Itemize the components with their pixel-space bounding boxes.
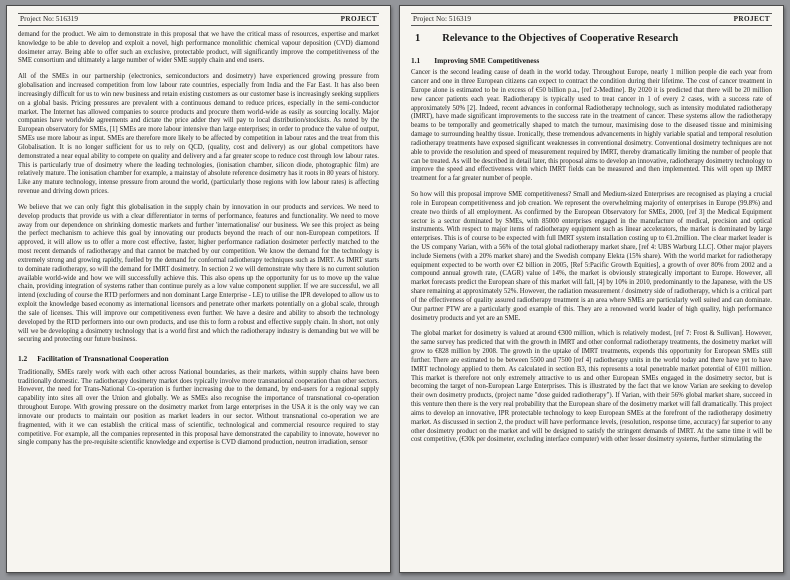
- chapter-heading-1: [415, 32, 772, 46]
- section-title: Facilitation of Transnational Cooperation: [37, 354, 169, 364]
- page-body: [18, 31, 379, 448]
- paragraph: So how will this proposal improve SME competitiveness? Small and Medium-sized Enterprises are recognised as playing a crucial role in European competitiveness and job creation. We represent the overwhelming majority of enterprises in Europe (99.8%) and create two thirds of all employment. As confirmed by the European Observatory for SMEs, 2000, [ref 3] the Medical Equipment sector is a sector dominated by SMEs, with 85000 enterprises engaged in the manufacture of medical, precision and optical instruments. With respect to major items of radiotherapy equipment such as linear accelerators, the market is dominated by large enterprises. This is of course to be expected with full IMRT system installation costing up to €1.2million. The clear market leader is the US company Varian, with a 56% of the total global radiotherapy market share, [ref 4: UBS Warburg LLC]. Other major players include Siemens (with a 20% market share) and the Swedish company Elekta (15% share). With the world market for radiotherapy equipment expected to be worth over €2 billion in 2005, [Ref 5:Pacific Growth Equities], a growth of over 80% from 2002 and a compound annual growth rate, (CAGR) value of 14%, the market is obviously strategically important to Europe. However, all market forecasts predict the European share of this market will fall, [4] by 10% in 2010, predominantly to the Japanese, with the US share remaining at approximately 52%. However, the radiation measurement / dosimetry side of radiotherapy, which is a critical part of the effectiveness of quality assured radiotherapy treatment is an area where SMEs are particularly well suited and can dominate. Our partner PTW are a particularly good example of this. They are a renowned world leader of high quality, high performance dosimetry products and yet are an SME.: [411, 191, 772, 322]
- project-number: Project No: 516319: [413, 15, 472, 23]
- paragraph: Traditionally, SMEs rarely work with each other across National boundaries, as their markets, within supply chains have been traditionally domestic. The radiotherapy dosimetry market does typically involve more transnational cooperation than other sectors. However, the need for Trans-National Co-operation is further increasing due to the demand, by end-users for a regional supply capability into sites all over the Union and globally. We as SMEs also recognise the importance of transnational co-operation throughout Europe. With growing pressure on the dosimetry market from large enterprises in the USA it is the only way we can innovate our products to maintain our position as market leaders in our sector. Without transnational co-operation we are fragmented, with it we can establish the critical mass of scientific, technological and commercial resource required to stay competitive. For example, all the companies represented in this proposal have demonstrated the capability to innovate, however no single company has the pre-requisite scientific knowledge and expertise is CVD diamond production, neutron irradiation, sensor: [18, 368, 379, 447]
- section-number: 1.2: [18, 354, 28, 364]
- section-heading-1-2: [18, 354, 379, 364]
- section-number: 1.1: [411, 55, 421, 65]
- paragraph: The global market for dosimetry is valued at around €300 million, which is relatively modest, [ref 7: Frost & Sullivan]. However, the same survey has predicted that with the growth in IMRT and other conformal radiotherapy treatments, the dosimetry market will grow to €828 million by 2008. The growth in the uptake of IMRT treatments, expends this opportunity for European SMEs still further. There are estimated to be between 5500 and 7500 [ref 4] radiotherapy units in the world today and there have yet to have IMRT technology applied to them. As calculated in section B3, this represents a total penetrable market potential of €101 million. This market is therefore not only extremely attractive to us and other European SMEs engaged in the dosimetry sector, but is becoming the target of non-European Large Enterprises. This is illustrated by the fact that we know Varian are seeking to develop their own dosimetry products, (project name "dose guided radiotherapy"). If Varian, with their 56% global market share, succeed in this venture then there is the very real probability that the European share of the dosimetry market will fall dramatically. This project aims to develop an innovative, IPR protectable technology to keep European SMEs at the forefront of the radiotherapy dosimetry market. As discussed in section 2, the product will have performance levels, (resolution, response time, accuracy) far superior to any other dosimetry product on the market and will be designed to satisfy the stringent demands of IMRT. At the same time it will be cost competitive, (€30k per dosimeter, excluding interface computer) with other lesser dosimetry systems, further stimulating the: [411, 330, 772, 444]
- page-right: [399, 5, 784, 573]
- paragraph: demand for the product. We aim to demonstrate in this proposal that we have the critical mass of resources, expertise and market knowledge to be able to develop and exploit a novel, high performance monolithic chemical vapour deposition (CVD) diamond dosimeter array. Being able to offer such an exclusive, protectable product, will significantly improve the competitiveness of the SME consortium and ultimately a large number of wider SME supply chain and end users.: [18, 31, 379, 65]
- project-label: PROJECT: [733, 15, 770, 23]
- chapter-number: 1: [415, 33, 421, 44]
- page-header: [411, 13, 772, 26]
- section-heading-1-1: [411, 56, 772, 66]
- chapter-title: Relevance to the Objectives of Cooperative Research: [442, 33, 679, 44]
- section-title: Improving SME Competitiveness: [434, 55, 540, 65]
- page-header: [18, 13, 379, 26]
- page-body: [411, 32, 772, 445]
- paragraph: All of the SMEs in our partnership (electronics, semiconductors and dosimetry) have experienced growing pressure from globalisation and increased competition from low labour rate countries, especially from India and the Far East. It has also been increasingly difficult for us to win new business and retain existing customers as our customer base is increasingly seeking suppliers on a global basis. Pricing pressures are prevalent with a continuous demand to reduce prices, especially in the semi-conductor market. The Internet has allowed companies to source products and procure them world-wide as easily as sourcing locally. Major companies have worldwide agreements and dictate the price adder they will pay to local distribution/stockists. As noted by the European observatory for SMEs, [1] SMEs are more labour intensive than large enterprises; in order to produce the value of output, SMEs use more labour as input. SMEs are therefore more likely to be affected by competition in labour rates and the treat from this Globalisation. It is no longer sufficient for us to rely on QCD, (quality, cost and delivery) as our global competitors have demonstrated a near equal ability to compete on quality and delivery and a far greater scope to reduce cost through low labour rates. This is particularly true of dosimetry where the leading technologies, (ionisation chamber, silicon diode, photographic film) are relatively mature. The ionisation chamber for example, a mainstay of absolute reference dosimetry has it roots in 80 years of history. Like any mature technology, intense pressure from around the world, (particularly those regions with low labour rates) is affecting revenue and driving down prices.: [18, 73, 379, 196]
- paragraph: Cancer is the second leading cause of death in the world today. Throughout Europe, nearly 1 million people die each year from cancer and one in three European citizens can expect to contract the condition during their lifetime. The cost of cancer treatment in Europe alone is estimated to be in excess of €50 billion p.a., [ref 2-Medline]. By 2020 it is predicted that there will be 20 million new cancer patients each year. Radiotherapy is typically used to treat cancer in 1 of every 2 cases, with a success rate of approximately 50% [2]. Indeed, recent advances in conformal Radiotherapy technology, such as intensity modulated radiotherapy (IMRT), have made significant improvements to the success rate in the treatment of cancer. These systems allow the radiotherapy beams to be temporally and geometrically shaped to match the tumour, maximising dose to the diseased tissue and minimising damage to surrounding healthy tissue. Ironically, these tremendous advancements in highly variable spatial and temporal resolution radiotherapy treatments have exposed significant weaknesses in conventional dosimetry. Conventional dosimetry techniques are not able to provide the resolution and speed of measurement required by IMRT, thereby dramatically limiting the number of people that can be treated. As will be described in detail later, this proposal aims to develop an innovative, radiotherapy dosimetry technology to improve the speed and effectiveness with which IMRT fields can be measured and then implemented. This will open up IMRT treatment for a far greater number of people.: [411, 69, 772, 183]
- paragraph: We believe that we can only fight this globalisation in the supply chain by innovation in our products and services. We need to develop products that provide us with a clear differentiator in terms of performance, features and functionality. We need to move away from our dependence on shrinking domestic markets and further 'internationalise' our business. We see this project as being the perfect mechanism to achieve this goal by innovating our products beyond the reach of our non-European competitors. If approved, it will allow us to offer a more cost effective, faster, higher performance radiation dosimeter perfectly matched to the most recent demands of radiotherapy and that cannot be matched by our competition. We know the demand for the technology is extremely strong and growing rapidly, fuelled by the demand for conformal radiotherapy techniques such as IMRT. As IMRT starts to dominate radiotherapy, so will the demand for IMRT dosimetry. In section 2 we will demonstrate why there is no current solution available world-wide and how we will successfully achieve this. This also opens up the opportunity for us to move up the value chain, providing integration of systems rather than continue purely as a low value component supplier. If we are successful, we all intend (excluding of course the RTD performers and non dominant Large Enterprise - LE) to utilise the IPR developed to allow us to exploit the knowledge based economy as international licensors and penetrate other markets potentially on a global scale, through the sale of licenses. This will improve our competitiveness even further. We have a desire and ability to absorb the technology developed by the RTD performers into our own products, and use this to form a robust and effective supply chain. In short, not only will we be developing a dosimetry technology that is a world first and which the radiotherapy industry is demanding but we will be securing and protecting our future business.: [18, 203, 379, 344]
- project-label: PROJECT: [340, 15, 377, 23]
- page-left: [6, 5, 391, 573]
- project-number: Project No: 516319: [20, 15, 79, 23]
